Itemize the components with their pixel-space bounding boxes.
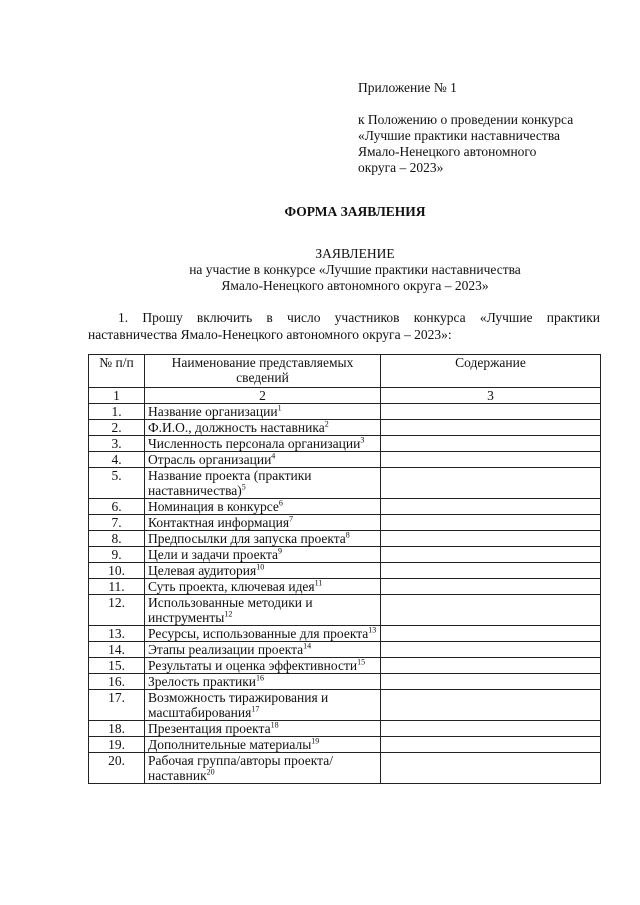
row-number: 8. bbox=[89, 531, 145, 547]
statement-subtitle: Ямало-Ненецкого автономного округа – 2023» bbox=[221, 278, 489, 293]
row-number: 12. bbox=[89, 595, 145, 626]
footnote-marker: 11 bbox=[314, 578, 323, 588]
table-row bbox=[89, 436, 601, 452]
statement-title: ЗАЯВЛЕНИЕ bbox=[315, 246, 395, 261]
row-label bbox=[145, 721, 381, 737]
row-content-cell[interactable] bbox=[381, 563, 601, 579]
row-content-cell[interactable] bbox=[381, 595, 601, 626]
row-label-text: Ресурсы, использованные для проекта bbox=[148, 626, 369, 641]
row-label-text: Отрасль организации bbox=[148, 452, 272, 467]
paragraph-line: наставничества Ямало-Ненецкого автономного округа – 2023»: bbox=[88, 327, 452, 342]
footnote-marker: 1 bbox=[277, 403, 282, 413]
index-cell: 2 bbox=[145, 388, 381, 404]
statement-subtitle: на участие в конкурсе «Лучшие практики наставничества bbox=[189, 262, 521, 277]
row-label bbox=[145, 452, 381, 468]
row-content-cell[interactable] bbox=[381, 737, 601, 753]
footnote-marker: 4 bbox=[271, 451, 276, 461]
row-label bbox=[145, 515, 381, 531]
row-content-cell[interactable] bbox=[381, 436, 601, 452]
footnote-marker: 3 bbox=[360, 435, 365, 445]
row-label bbox=[145, 626, 381, 642]
row-content-cell[interactable] bbox=[381, 468, 601, 499]
footnote-marker: 19 bbox=[311, 736, 320, 746]
footnote-marker: 8 bbox=[345, 530, 350, 540]
row-content-cell[interactable] bbox=[381, 690, 601, 721]
row-content-cell[interactable] bbox=[381, 515, 601, 531]
footnote-marker: 13 bbox=[368, 625, 377, 635]
row-number: 14. bbox=[89, 642, 145, 658]
row-label-text: Использованные методики и инструменты bbox=[148, 595, 313, 625]
table-row bbox=[89, 626, 601, 642]
row-label-text: Результаты и оценка эффективности bbox=[148, 658, 358, 673]
footnote-marker: 7 bbox=[289, 514, 294, 524]
table-row bbox=[89, 547, 601, 563]
paragraph-line: 1. Прошу включить в число участников конкурса «Лучшие практики bbox=[118, 310, 600, 325]
index-cell: 1 bbox=[89, 388, 145, 404]
row-label bbox=[145, 737, 381, 753]
footnote-marker: 14 bbox=[303, 641, 312, 651]
application-table bbox=[88, 354, 601, 784]
footnote-marker: 12 bbox=[224, 609, 233, 619]
row-label bbox=[145, 690, 381, 721]
appendix-line: «Лучшие практики наставничества bbox=[358, 128, 561, 143]
row-label bbox=[145, 547, 381, 563]
row-content-cell[interactable] bbox=[381, 404, 601, 420]
row-number: 17. bbox=[89, 690, 145, 721]
table-body bbox=[89, 404, 601, 784]
table-row bbox=[89, 404, 601, 420]
appendix-block bbox=[358, 80, 618, 176]
row-label-text: Контактная информация bbox=[148, 515, 290, 530]
row-content-cell[interactable] bbox=[381, 674, 601, 690]
table-row bbox=[89, 595, 601, 626]
row-label bbox=[145, 468, 381, 499]
footnote-marker: 10 bbox=[256, 562, 265, 572]
footnote-marker: 15 bbox=[357, 657, 366, 667]
header-name: Наименование представляемых сведений bbox=[145, 355, 381, 388]
header-content: Содержание bbox=[381, 355, 601, 388]
row-label-text: Суть проекта, ключевая идея bbox=[148, 579, 315, 594]
table-row bbox=[89, 515, 601, 531]
footnote-marker: 16 bbox=[256, 673, 265, 683]
form-title: ФОРМА ЗАЯВЛЕНИЯ bbox=[284, 204, 426, 219]
row-content-cell[interactable] bbox=[381, 642, 601, 658]
table-row bbox=[89, 468, 601, 499]
row-label-text: Дополнительные материалы bbox=[148, 737, 312, 752]
row-number: 4. bbox=[89, 452, 145, 468]
row-number: 15. bbox=[89, 658, 145, 674]
row-label-text: Этапы реализации проекта bbox=[148, 642, 304, 657]
row-number: 2. bbox=[89, 420, 145, 436]
row-label-text: Название организации bbox=[148, 404, 278, 419]
request-paragraph bbox=[88, 309, 600, 343]
row-number: 1. bbox=[89, 404, 145, 420]
row-label-text: Численность персонала организации bbox=[148, 436, 361, 451]
table-row bbox=[89, 721, 601, 737]
row-label-text: Целевая аудитория bbox=[148, 563, 257, 578]
row-number: 10. bbox=[89, 563, 145, 579]
footnote-marker: 20 bbox=[206, 767, 215, 777]
appendix-line: к Положению о проведении конкурса bbox=[358, 112, 574, 127]
row-label-text: Презентация проекта bbox=[148, 721, 271, 736]
appendix-number: Приложение № 1 bbox=[358, 80, 457, 95]
row-number: 5. bbox=[89, 468, 145, 499]
row-content-cell[interactable] bbox=[381, 658, 601, 674]
footnote-marker: 2 bbox=[324, 419, 329, 429]
table-row bbox=[89, 499, 601, 515]
row-label-text: Зрелость практики bbox=[148, 674, 257, 689]
row-label bbox=[145, 420, 381, 436]
row-label-text: Цели и задачи проекта bbox=[148, 547, 279, 562]
footnote-marker: 5 bbox=[241, 482, 246, 492]
row-label-text: Название проекта (практики наставничества) bbox=[148, 468, 312, 498]
row-label-text: Возможность тиражирования и масштабирования bbox=[148, 690, 329, 720]
row-label-text: Рабочая группа/авторы проекта/наставник bbox=[148, 753, 333, 783]
appendix-line: округа – 2023» bbox=[358, 160, 444, 175]
row-content-cell[interactable] bbox=[381, 531, 601, 547]
row-number: 16. bbox=[89, 674, 145, 690]
row-number: 18. bbox=[89, 721, 145, 737]
row-number: 11. bbox=[89, 579, 145, 595]
table-row bbox=[89, 531, 601, 547]
table-row bbox=[89, 420, 601, 436]
table-header-row bbox=[89, 355, 601, 388]
row-label bbox=[145, 436, 381, 452]
footnote-marker: 18 bbox=[270, 720, 279, 730]
row-content-cell[interactable] bbox=[381, 721, 601, 737]
row-content-cell[interactable] bbox=[381, 420, 601, 436]
table-row bbox=[89, 563, 601, 579]
table-index-row bbox=[89, 388, 601, 404]
row-number: 19. bbox=[89, 737, 145, 753]
table-row bbox=[89, 674, 601, 690]
row-number: 20. bbox=[89, 753, 145, 784]
row-label bbox=[145, 563, 381, 579]
table-row bbox=[89, 690, 601, 721]
statement-heading bbox=[0, 246, 640, 294]
row-label bbox=[145, 579, 381, 595]
footnote-marker: 9 bbox=[278, 546, 283, 556]
table-row bbox=[89, 642, 601, 658]
table-row bbox=[89, 658, 601, 674]
appendix-line: Ямало-Ненецкого автономного bbox=[358, 144, 537, 159]
row-label-text: Предпосылки для запуска проекта bbox=[148, 531, 346, 546]
row-label bbox=[145, 531, 381, 547]
row-content-cell[interactable] bbox=[381, 499, 601, 515]
row-label bbox=[145, 499, 381, 515]
row-label bbox=[145, 595, 381, 626]
table-row bbox=[89, 753, 601, 784]
row-label bbox=[145, 642, 381, 658]
row-label bbox=[145, 753, 381, 784]
table-row bbox=[89, 579, 601, 595]
row-content-cell[interactable] bbox=[381, 753, 601, 784]
row-number: 6. bbox=[89, 499, 145, 515]
row-label-text: Номинация в конкурсе bbox=[148, 499, 279, 514]
footnote-marker: 6 bbox=[278, 498, 283, 508]
row-number: 7. bbox=[89, 515, 145, 531]
row-content-cell[interactable] bbox=[381, 547, 601, 563]
row-content-cell[interactable] bbox=[381, 626, 601, 642]
row-label bbox=[145, 404, 381, 420]
row-label-text: Ф.И.О., должность наставника bbox=[148, 420, 325, 435]
row-label bbox=[145, 674, 381, 690]
row-content-cell[interactable] bbox=[381, 452, 601, 468]
footnote-marker: 17 bbox=[251, 704, 260, 714]
row-number: 3. bbox=[89, 436, 145, 452]
header-number: № п/п bbox=[89, 355, 145, 388]
row-content-cell[interactable] bbox=[381, 579, 601, 595]
row-number: 9. bbox=[89, 547, 145, 563]
table-row bbox=[89, 452, 601, 468]
table-row bbox=[89, 737, 601, 753]
index-cell: 3 bbox=[381, 388, 601, 404]
row-label bbox=[145, 658, 381, 674]
row-number: 13. bbox=[89, 626, 145, 642]
